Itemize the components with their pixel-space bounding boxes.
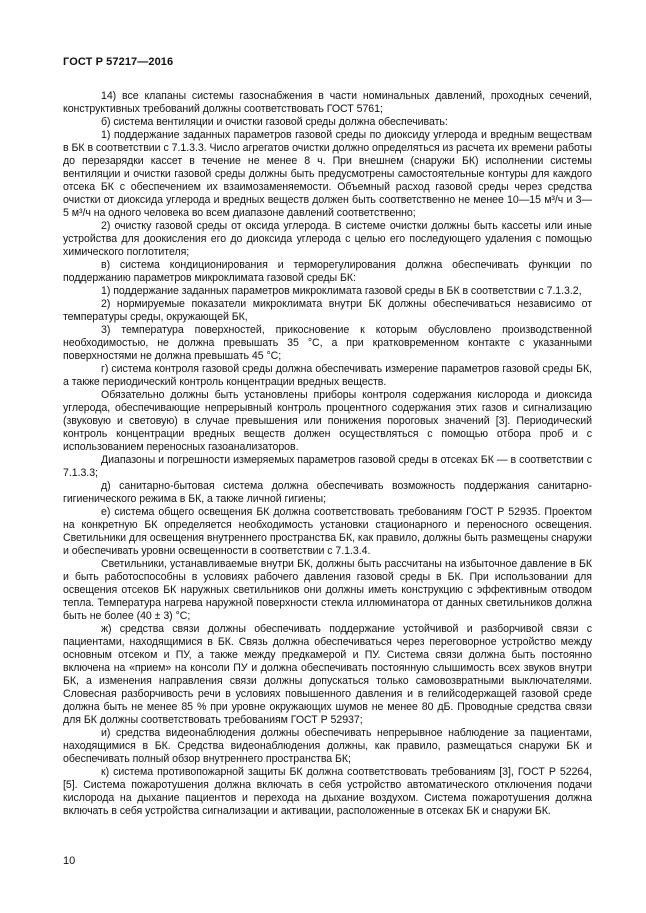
- paragraph-i-video: и) средства видеонаблюдения должны обеспечивать непрерывное наблюдение за пациентами, находящимися в БК. Средства видеонаблюдения должны, как правило, размещаться снаружи БК и обеспечивать полный обзор внутреннего пространства БК;: [63, 727, 592, 765]
- paragraph-luminaires: Светильники, устанавливаемые внутри БК, должны быть рассчитаны на избыточное давление в БК и быть работоспособны в условиях рабочего давления газовой среды в БК. При использовании для освещения отсеков БК наружных светильников они должны иметь конструкцию с эффективным отводом тепла. Температура нагрева наружной поверхности стекла иллюминатора от данных светильников должна быть не более (40 ± 3) °С;: [63, 558, 592, 622]
- paragraph-g-gas-control: г) система контроля газовой среды должна обеспечивать измерение параметров газовой среды БК, а также периодический контроль концентрации вредных веществ.: [63, 363, 592, 388]
- paragraph-b2: 2) очистку газовой среды от оксида углерода. В системе очистки должны быть кассеты или иные устройства для доокисления его до диоксида углерода с целью его последующего удаления с помощью химического поглотителя;: [63, 220, 592, 258]
- document-header: ГОСТ Р 57217—2016: [63, 56, 174, 68]
- paragraph-oxygen-sensors: Обязательно должны быть установлены приборы контроля содержания кислорода и диоксида углерода, обеспечивающие непрерывный контроль процентного содержания этих газов и сигнализацию (звуковую и световую) в случае превышения или понижения пороговых значений [3]. Периодический контроль концентрации вредных веществ должен осуществляться с помощью отбора проб и с использованием переносных газоанализаторов.: [63, 389, 592, 453]
- paragraph-k-fire-protection: к) система противопожарной защиты БК должна соответствовать требованиям [3], ГОСТ Р 52264, [5]. Система пожаротушения должна включать в себя устройство автоматического отключения подачи кислорода на дыхание пациентов и перехода на дыхание воздухом. Система пожаротушения должна включать в себя устройства сигнализации и активации, расположенные в отсеках БК и снаружи БК.: [63, 766, 592, 817]
- page-number: 10: [63, 855, 76, 867]
- paragraph-ranges: Диапазоны и погрешности измеряемых параметров газовой среды в отсеках БК — в соответствии с 7.1.3.3;: [63, 454, 592, 479]
- document-body: [63, 90, 592, 818]
- paragraph-b-ventilation: б) система вентиляции и очистки газовой среды должна обеспечивать:: [101, 116, 448, 128]
- paragraph-v3: 3) температура поверхностей, прикосновение к которым обусловлено производственной необходимостью, не должна превышать 35 °С, а при кратковременном контакте с указанными поверхностями не должна превышать 45 °С;: [63, 324, 592, 362]
- paragraph-zh-communication: ж) средства связи должны обеспечивать поддержание устойчивой и разборчивой связи с пациентами, находящимися в БК. Связь должна обеспечиваться через переговорное устройство между основным отсеком и ПУ, а также между предкамерой и ПУ. Система связи должна быть постоянно включена на «прием» на консоли ПУ и должна обеспечивать постоянную слышимость всех звуков внутри БК, а изменения направления связи должны допускаться только самовозвратными выключателями. Словесная разборчивость речи в условиях повышенного давления и в гелийсодержащей газовой среде должна быть не менее 85 % при уровне окружающих шумов не менее 80 дБ. Проводные средства связи для БК должны соответствовать требованиям ГОСТ Р 52937;: [63, 623, 592, 726]
- paragraph-d-sanitary: д) санитарно-бытовая система должна обеспечивать возможность поддержания санитарно-гигиенического режима в БК, а также личной гигиены;: [63, 480, 592, 505]
- paragraph-v1: 1) поддержание заданных параметров микроклимата газовой среды в БК в соответствии с 7.1.3.2,: [101, 285, 582, 297]
- paragraph-v-conditioning: в) система кондиционирования и терморегулирования должна обеспечивать функции по поддержанию параметров микроклимата газовой среды БК:: [63, 259, 592, 284]
- paragraph-b1: 1) поддержание заданных параметров газовой среды по диоксиду углерода и вредным веществам в БК в соответствии с 7.1.3.3. Число агрегатов очистки должно определяться из расчета их времени работы до перезарядки кассет в течение не менее 8 ч. При внешнем (снаружи БК) исполнении системы вентиляции и очистки газовой среды должны быть предусмотрены самостоятельные контуры для каждого отсека БК с обеспечением их взаимозаменяемости. Объемный расход газовой среды через средства очистки от диоксида углерода и вредных веществ должен быть соответственно не менее 10—15 м³/ч и 3—5 м³/ч на одного человека во всем диапазоне давлений соответственно;: [63, 129, 592, 219]
- paragraph-v2: 2) нормируемые показатели микроклимата внутри БК должны обеспечиваться независимо от температуры среды, окружающей БК,: [63, 298, 592, 323]
- paragraph-item-14: 14) все клапаны системы газоснабжения в части номинальных давлений, проходных сечений, конструктивных требований должны соответствовать ГОСТ 5761;: [63, 90, 592, 115]
- paragraph-e-lighting: е) система общего освещения БК должна соответствовать требованиям ГОСТ Р 52935. Проектом на конкретную БК определяется необходимость установки стационарного и переносного освещения. Светильники для освещения внутреннего пространства БК, как правило, должны быть размещены снаружи и обеспечивать уровни освещенности в соответствии с 7.1.3.4.: [63, 506, 592, 557]
